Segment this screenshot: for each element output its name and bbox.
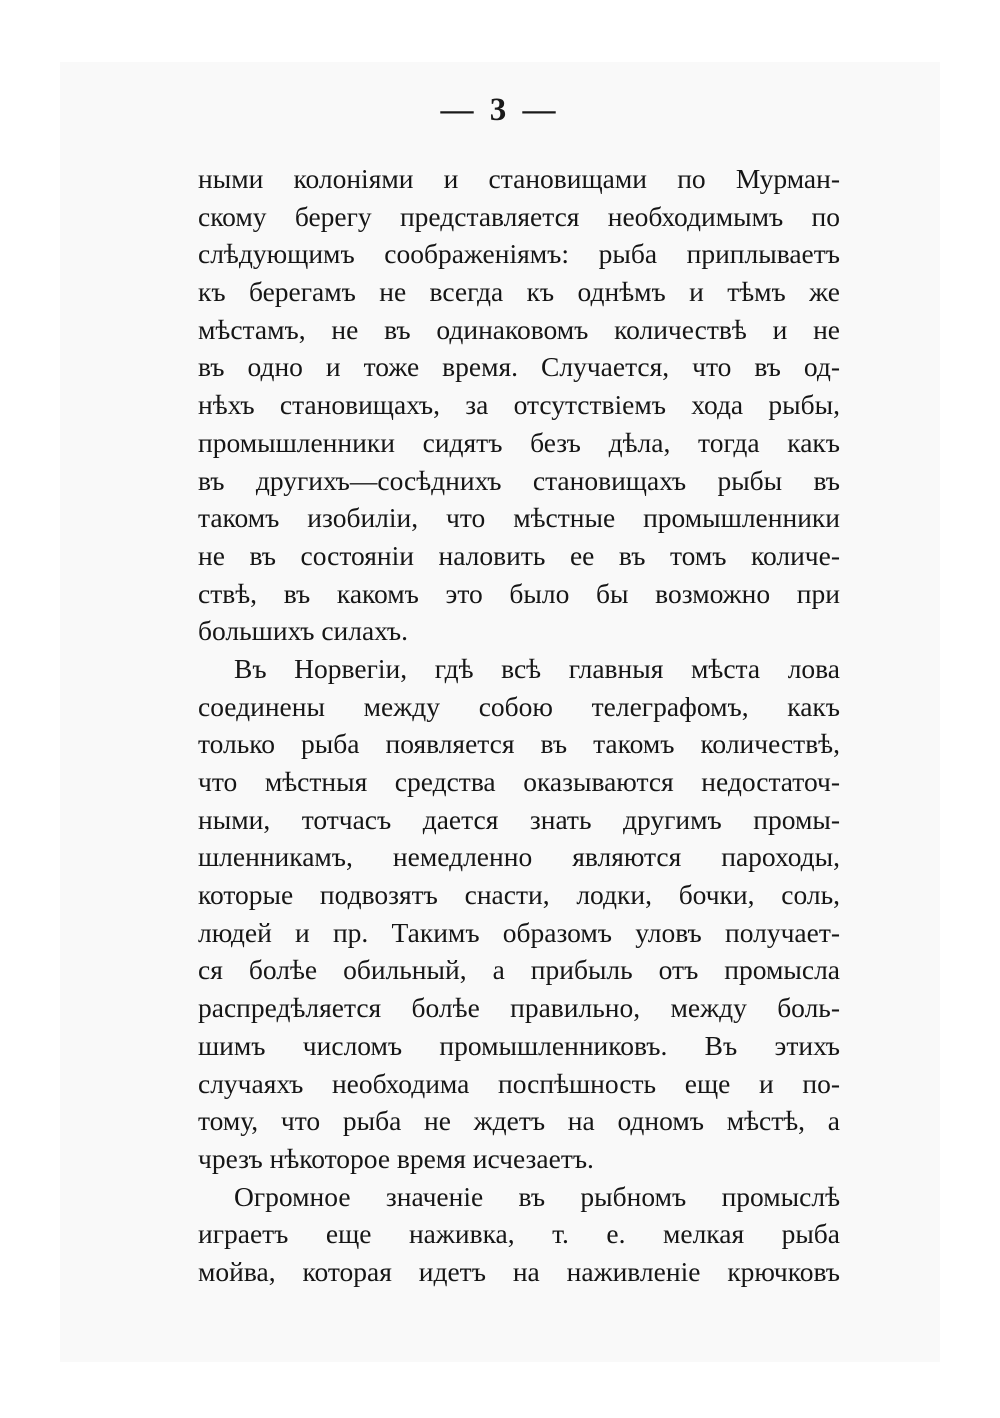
paragraph-3 bbox=[198, 1178, 840, 1291]
text-line: ся болѣе обильный, а прибыль отъ промысла bbox=[198, 954, 840, 986]
body-text bbox=[198, 160, 840, 1291]
text-line: ными колоніями и становищами по Мурман- bbox=[198, 163, 840, 194]
text-line: слѣдующимъ соображеніямъ: рыба приплываетъ bbox=[198, 238, 840, 270]
text-line: только рыба появляется въ такомъ количествѣ, bbox=[198, 728, 840, 760]
page-number: — 3 — bbox=[440, 92, 560, 128]
text-line: въ одно и тоже время. Случается, что въ од- bbox=[198, 351, 840, 383]
text-line: что мѣстныя средства оказываются недостаточ- bbox=[198, 766, 840, 797]
text-line: нѣхъ становищахъ, за отсутствіемъ хода рыбы, bbox=[198, 389, 840, 421]
text-line: случаяхъ необходима поспѣшность еще и по- bbox=[198, 1067, 840, 1099]
paragraph-2 bbox=[198, 650, 840, 1178]
text-line: промышленники сидятъ безъ дѣла, тогда какъ bbox=[198, 426, 840, 458]
text-line: мѣстамъ, не въ одинаковомъ количествѣ и не bbox=[198, 313, 840, 345]
text-line: людей и пр. Такимъ образомъ уловъ получает- bbox=[198, 916, 840, 948]
text-line: къ берегамъ не всегда къ однѣмъ и тѣмъ же bbox=[198, 276, 840, 308]
text-line: скому берегу представляется необходимымъ по bbox=[198, 200, 840, 232]
text-line: такомъ изобиліи, что мѣстные промышленники bbox=[198, 502, 840, 534]
text-line: шленникамъ, немедленно являются пароходы, bbox=[198, 841, 840, 873]
text-line: соединены между собою телеграфомъ, какъ bbox=[198, 690, 840, 722]
text-line: Въ Норвегіи, гдѣ всѣ главныя мѣста лова bbox=[234, 652, 840, 684]
text-line: которые подвозятъ снасти, лодки, бочки, соль, bbox=[198, 879, 840, 911]
text-line: чрезъ нѣкоторое время исчезаетъ. bbox=[198, 1142, 594, 1174]
text-line: въ другихъ—сосѣднихъ становищахъ рыбы въ bbox=[198, 464, 840, 496]
paragraph-1 bbox=[198, 160, 840, 650]
text-line: Огромное значеніе въ рыбномъ промыслѣ bbox=[234, 1180, 840, 1212]
text-line: тому, что рыба не ждетъ на одномъ мѣстѣ, а bbox=[198, 1105, 840, 1137]
text-line: мойва, которая идетъ на наживленіе крючковъ bbox=[198, 1255, 840, 1287]
text-line: играетъ еще наживка, т. е. мелкая рыба bbox=[198, 1218, 840, 1250]
text-line: шимъ числомъ промышленниковъ. Въ этихъ bbox=[198, 1029, 840, 1061]
text-line: большихъ силахъ. bbox=[198, 615, 408, 647]
text-line: ствѣ, въ какомъ это было бы возможно при bbox=[198, 577, 840, 609]
text-line: распредѣляется болѣе правильно, между боль- bbox=[198, 992, 840, 1024]
text-line: не въ состояніи наловить ее въ томъ количе- bbox=[198, 539, 840, 571]
text-line: ными, тотчасъ дается знать другимъ промы- bbox=[198, 803, 840, 835]
